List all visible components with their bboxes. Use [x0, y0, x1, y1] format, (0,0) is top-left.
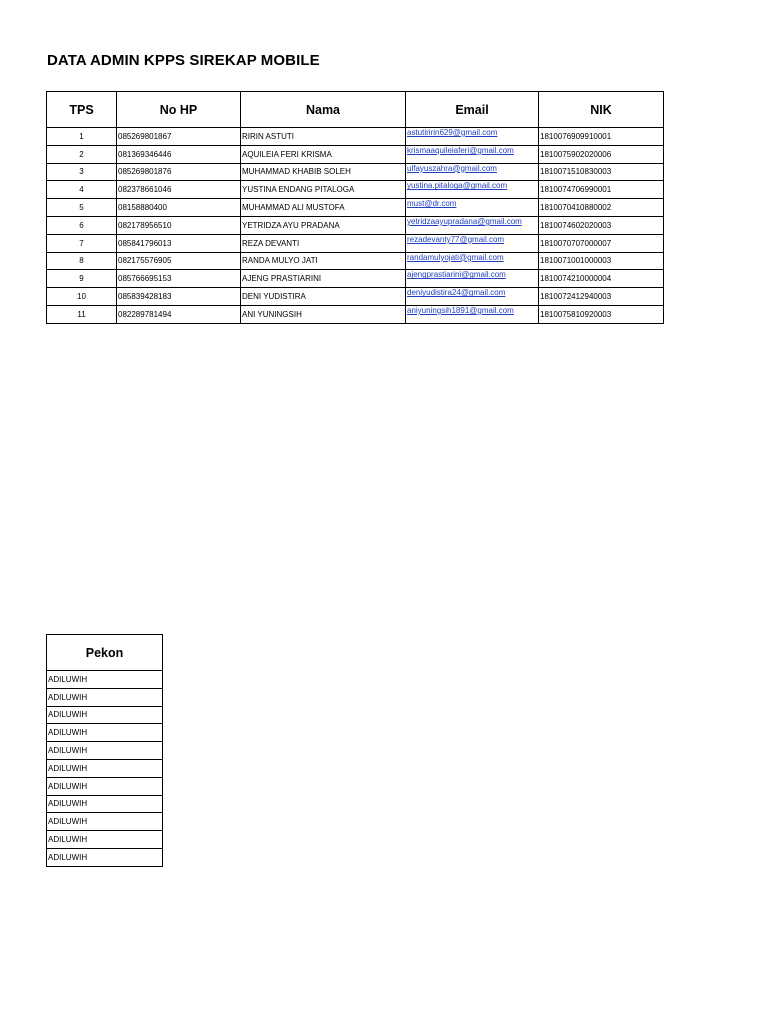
table-row	[47, 181, 664, 199]
table-row	[47, 831, 163, 849]
phone-cell: 085839428183	[117, 288, 241, 306]
email-cell	[406, 288, 539, 306]
nik-cell: 1810074602020003	[539, 216, 664, 234]
phone-cell: 081369346446	[117, 145, 241, 163]
email-cell	[406, 216, 539, 234]
phone-cell: 082175576905	[117, 252, 241, 270]
table-row	[47, 742, 163, 760]
name-cell: RIRIN ASTUTI	[241, 128, 406, 146]
name-cell: DENI YUDISTIRA	[241, 288, 406, 306]
pekon-cell: ADILUWIH	[47, 742, 163, 760]
email-link[interactable]: ulfayuszahra@gmail.com	[407, 163, 497, 173]
name-cell: MUHAMMAD KHABIB SOLEH	[241, 163, 406, 181]
table-row	[47, 688, 163, 706]
tps-cell: 9	[47, 270, 117, 288]
email-link[interactable]: rezadevanty77@gmail.com	[407, 234, 505, 244]
table-row	[47, 234, 664, 252]
email-cell	[406, 145, 539, 163]
pekon-cell: ADILUWIH	[47, 759, 163, 777]
table-row	[47, 163, 664, 181]
pekon-cell: ADILUWIH	[47, 724, 163, 742]
table-row	[47, 288, 664, 306]
name-cell: YETRIDZA AYU PRADANA	[241, 216, 406, 234]
nik-cell: 1810075810920003	[539, 305, 664, 323]
tps-cell: 10	[47, 288, 117, 306]
email-link[interactable]: must@dr.com	[407, 199, 457, 209]
table-row	[47, 813, 163, 831]
tps-cell: 4	[47, 181, 117, 199]
table-row	[47, 252, 664, 270]
pekon-cell: ADILUWIH	[47, 671, 163, 689]
column-header-no-hp: No HP	[117, 92, 241, 128]
email-link[interactable]: deniyudistira24@gmail.com	[407, 288, 506, 298]
phone-cell: 082378661046	[117, 181, 241, 199]
nik-cell: 1810070707000007	[539, 234, 664, 252]
table-header-row	[47, 92, 664, 128]
tps-cell: 2	[47, 145, 117, 163]
email-cell	[406, 128, 539, 146]
email-link[interactable]: ajengprastiarini@gmail.com	[407, 270, 506, 280]
pekon-cell: ADILUWIH	[47, 706, 163, 724]
column-header-email: Email	[406, 92, 539, 128]
name-cell: ANI YUNINGSIH	[241, 305, 406, 323]
pekon-table	[46, 634, 163, 867]
tps-cell: 6	[47, 216, 117, 234]
table-row	[47, 795, 163, 813]
tps-cell: 3	[47, 163, 117, 181]
name-cell: AQUILEIA FERI KRISMA	[241, 145, 406, 163]
phone-cell: 085269801876	[117, 163, 241, 181]
name-cell: YUSTINA ENDANG PITALOGA	[241, 181, 406, 199]
name-cell: MUHAMMAD ALI MUSTOFA	[241, 199, 406, 217]
tps-cell: 7	[47, 234, 117, 252]
pekon-cell: ADILUWIH	[47, 688, 163, 706]
email-link[interactable]: randamulyojati@gmail.com	[407, 252, 504, 262]
table-row	[47, 128, 664, 146]
table-row	[47, 724, 163, 742]
phone-cell: 08158880400	[117, 199, 241, 217]
table-row	[47, 305, 664, 323]
table-row	[47, 216, 664, 234]
table-row	[47, 199, 664, 217]
table-row	[47, 777, 163, 795]
column-header-tps: TPS	[47, 92, 117, 128]
nik-cell: 1810071510830003	[539, 163, 664, 181]
nik-cell: 1810074210000004	[539, 270, 664, 288]
tps-cell: 1	[47, 128, 117, 146]
name-cell: RANDA MULYO JATI	[241, 252, 406, 270]
email-cell	[406, 163, 539, 181]
pekon-cell: ADILUWIH	[47, 831, 163, 849]
nik-cell: 1810072412940003	[539, 288, 664, 306]
column-header-nama: Nama	[241, 92, 406, 128]
document-title: DATA ADMIN KPPS SIREKAP MOBILE	[47, 52, 320, 69]
tps-cell: 11	[47, 305, 117, 323]
table-row	[47, 671, 163, 689]
tps-cell: 8	[47, 252, 117, 270]
tps-cell: 5	[47, 199, 117, 217]
email-cell	[406, 252, 539, 270]
email-cell	[406, 234, 539, 252]
email-link[interactable]: krismaaquileiaferi@gmail.com	[407, 145, 514, 155]
email-link[interactable]: astutiririn629@gmail.com	[407, 128, 498, 137]
pekon-cell: ADILUWIH	[47, 777, 163, 795]
email-link[interactable]: aniyuningsih1891@gmail.com	[407, 305, 514, 315]
table-row	[47, 145, 664, 163]
email-cell	[406, 305, 539, 323]
phone-cell: 082289781494	[117, 305, 241, 323]
nik-cell: 1810076909910001	[539, 128, 664, 146]
email-cell	[406, 270, 539, 288]
nik-cell: 1810071001000003	[539, 252, 664, 270]
table-row	[47, 706, 163, 724]
email-cell	[406, 181, 539, 199]
nik-cell: 1810075902020006	[539, 145, 664, 163]
phone-cell: 085766695153	[117, 270, 241, 288]
nik-cell: 1810070410880002	[539, 199, 664, 217]
pekon-cell: ADILUWIH	[47, 813, 163, 831]
phone-cell: 085841796013	[117, 234, 241, 252]
kpps-admin-table	[46, 91, 664, 324]
table-row	[47, 270, 664, 288]
table-row	[47, 848, 163, 866]
email-link[interactable]: yetridzaayupradana@gmail.com	[407, 216, 522, 226]
table-header-row	[47, 635, 163, 671]
column-header-pekon: Pekon	[47, 635, 163, 671]
email-link[interactable]: yustina.pitaloga@gmail.com	[407, 181, 508, 191]
nik-cell: 1810074706990001	[539, 181, 664, 199]
pekon-cell: ADILUWIH	[47, 848, 163, 866]
phone-cell: 085269801867	[117, 128, 241, 146]
name-cell: REZA DEVANTI	[241, 234, 406, 252]
name-cell: AJENG PRASTIARINI	[241, 270, 406, 288]
table-row	[47, 759, 163, 777]
email-cell	[406, 199, 539, 217]
phone-cell: 082178956510	[117, 216, 241, 234]
column-header-nik: NIK	[539, 92, 664, 128]
pekon-cell: ADILUWIH	[47, 795, 163, 813]
